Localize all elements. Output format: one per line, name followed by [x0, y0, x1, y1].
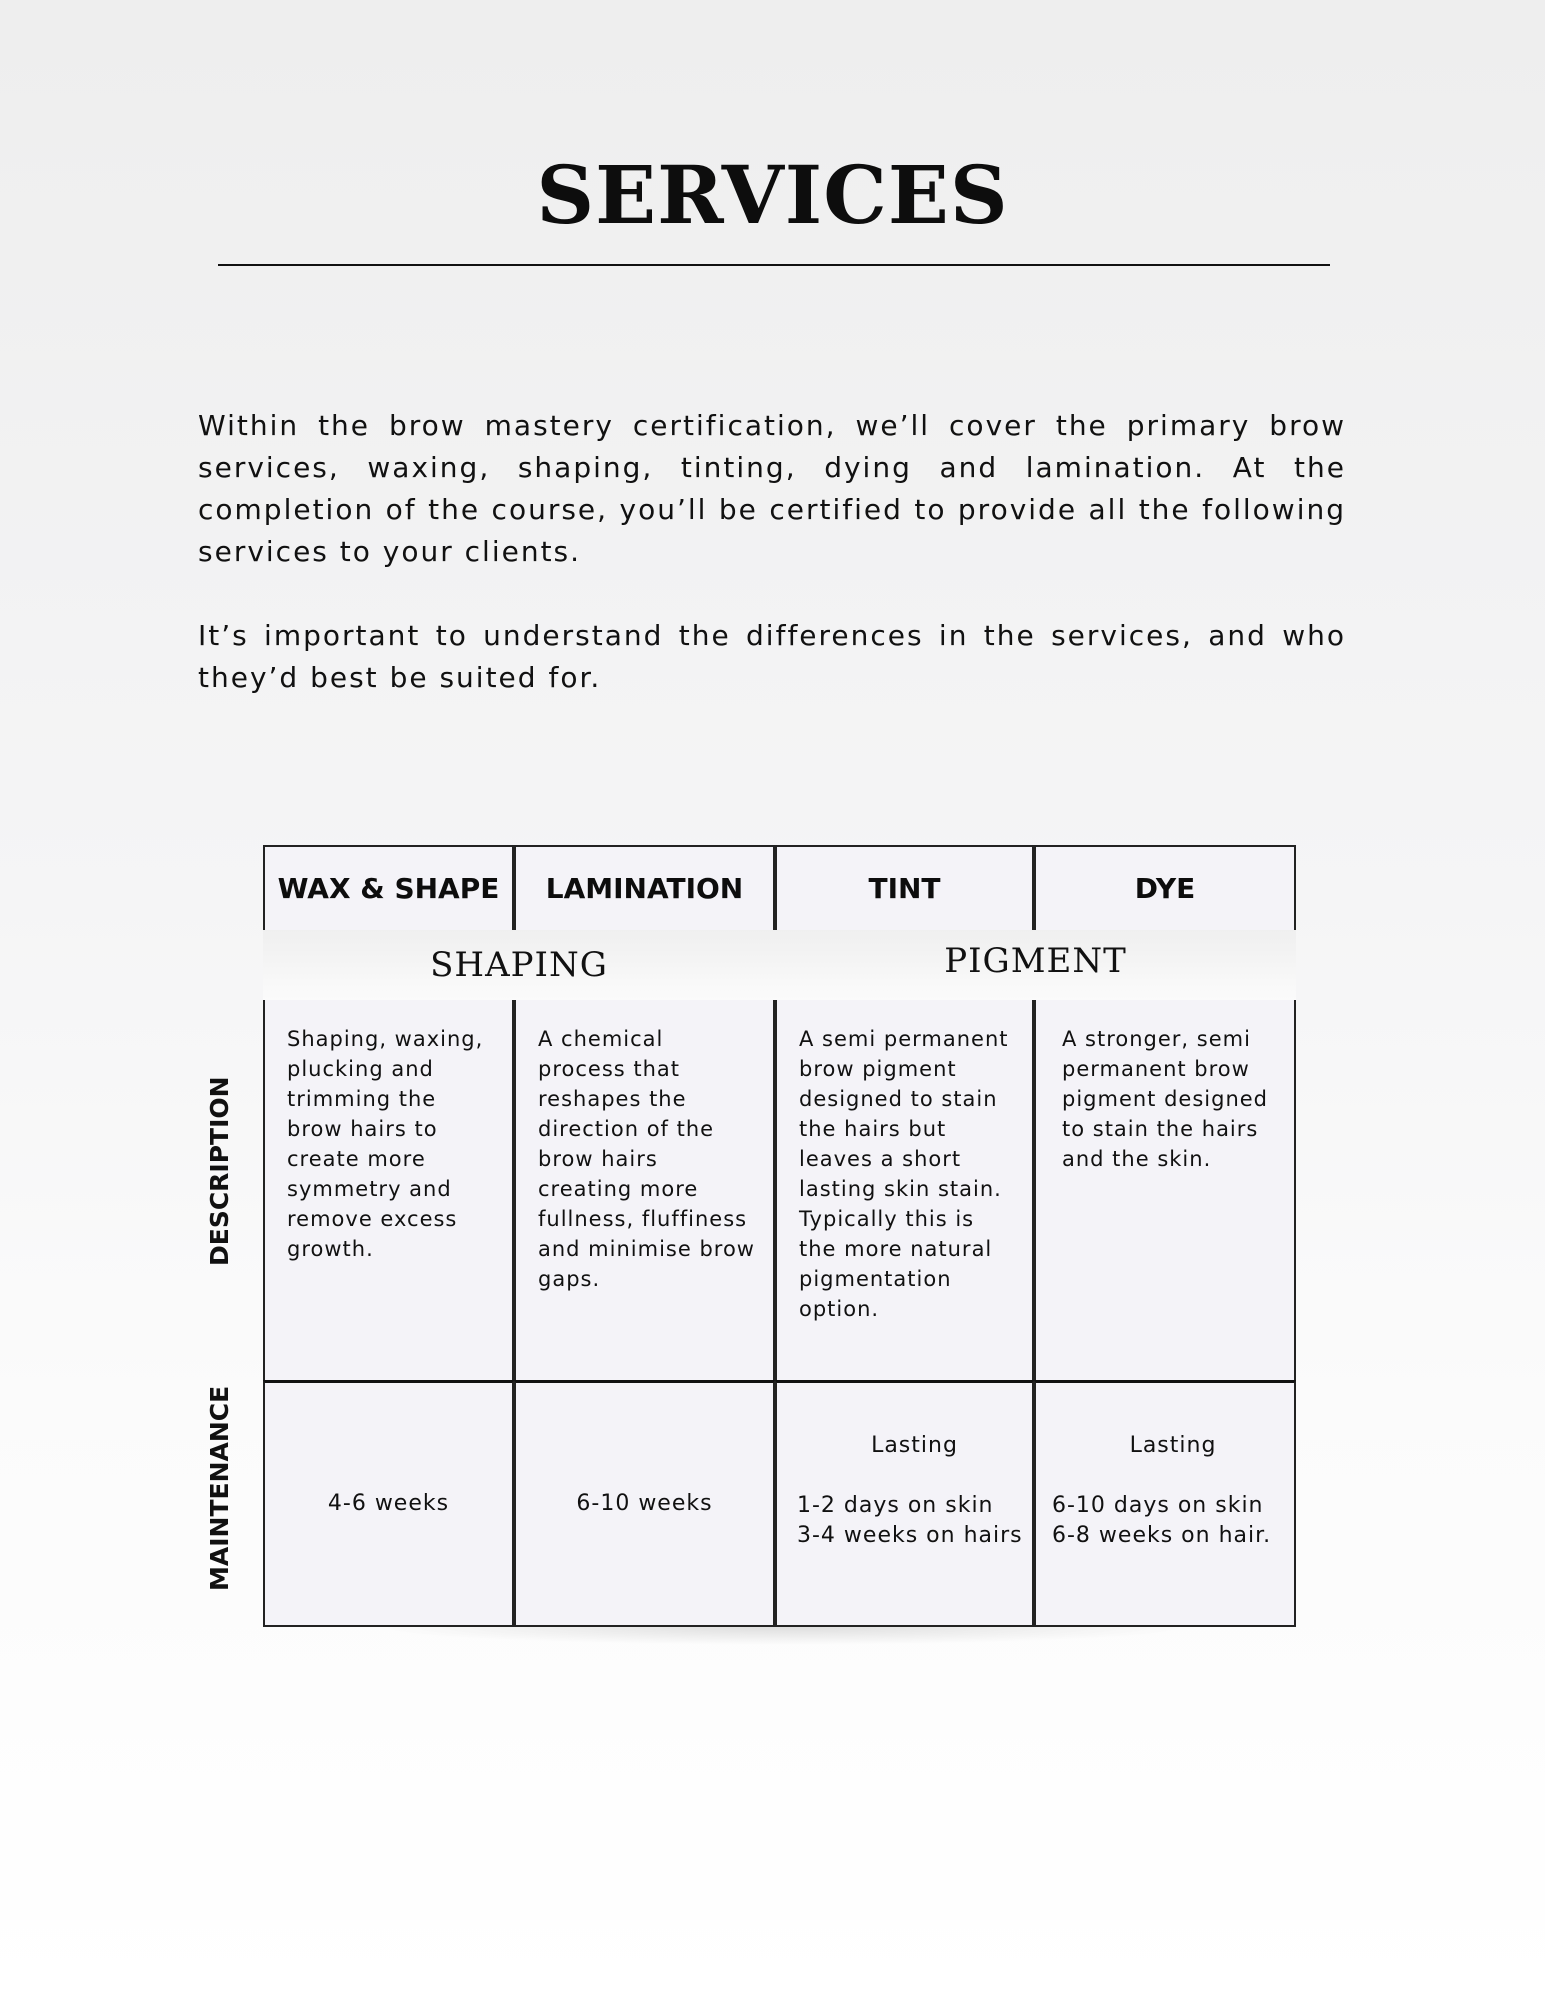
row-label-description: DESCRIPTION: [205, 1076, 234, 1266]
col-header-dye: DYE: [1034, 845, 1296, 930]
maintenance-wax-shape: [263, 1380, 514, 1627]
maintenance-dye: [1034, 1380, 1296, 1627]
maintenance-tint-hairs: 3-4 weeks on hairs: [797, 1523, 1023, 1548]
intro-text: [198, 405, 1346, 699]
intro-paragraph-1: Within the brow mastery certification, we’ll cover the primary brow services, waxing, shaping, tinting, dying and lamination. At the completion of the course, you’ll be certified to provide all the following services to your clients.: [198, 409, 1346, 568]
description-wax-shape: Shaping, waxing, plucking and trimming the brow hairs to create more symmetry and remove excess growth.: [263, 1000, 514, 1382]
intro-paragraph-2: It’s important to understand the differences in the services, and who they’d best be suited for.: [198, 619, 1346, 694]
col-header-wax-shape: WAX & SHAPE: [263, 845, 514, 930]
maintenance-dye-skin: 6-10 days on skin: [1052, 1493, 1264, 1518]
maintenance-lamination: [514, 1380, 775, 1627]
group-label-shaping: SHAPING: [430, 945, 608, 985]
maintenance-dye-hair: 6-8 weeks on hair.: [1052, 1523, 1272, 1548]
col-header-lamination: LAMINATION: [514, 845, 775, 930]
maintenance-tint: [775, 1380, 1034, 1627]
col-header-tint: TINT: [775, 845, 1034, 930]
maintenance-tint-skin: 1-2 days on skin: [797, 1493, 994, 1518]
page-title: SERVICES: [536, 148, 1009, 242]
services-table: [263, 845, 1296, 1627]
table-shadow: [363, 1627, 1203, 1645]
description-tint: A semi permanent brow pigment designed to stain the hairs but leaves a short lasting skin stain. Typically this is the more natural pigmentation option.: [775, 1000, 1034, 1382]
description-lamination: A chemical process that reshapes the direction of the brow hairs creating more fullness, fluffiness and minimise brow gaps.: [514, 1000, 775, 1382]
title-divider: [218, 264, 1330, 266]
maintenance-dye-heading: Lasting: [1129, 1433, 1217, 1458]
row-label-maintenance: MAINTENANCE: [205, 1385, 234, 1591]
maintenance-lamination-value: 6-10 weeks: [576, 1491, 713, 1516]
group-band: [263, 930, 1296, 1000]
group-label-pigment: PIGMENT: [944, 941, 1127, 981]
description-dye: A stronger, semi permanent brow pigment designed to stain the hairs and the skin.: [1034, 1000, 1296, 1382]
maintenance-tint-heading: Lasting: [871, 1433, 958, 1458]
maintenance-wax-shape-value: 4-6 weeks: [327, 1491, 450, 1516]
